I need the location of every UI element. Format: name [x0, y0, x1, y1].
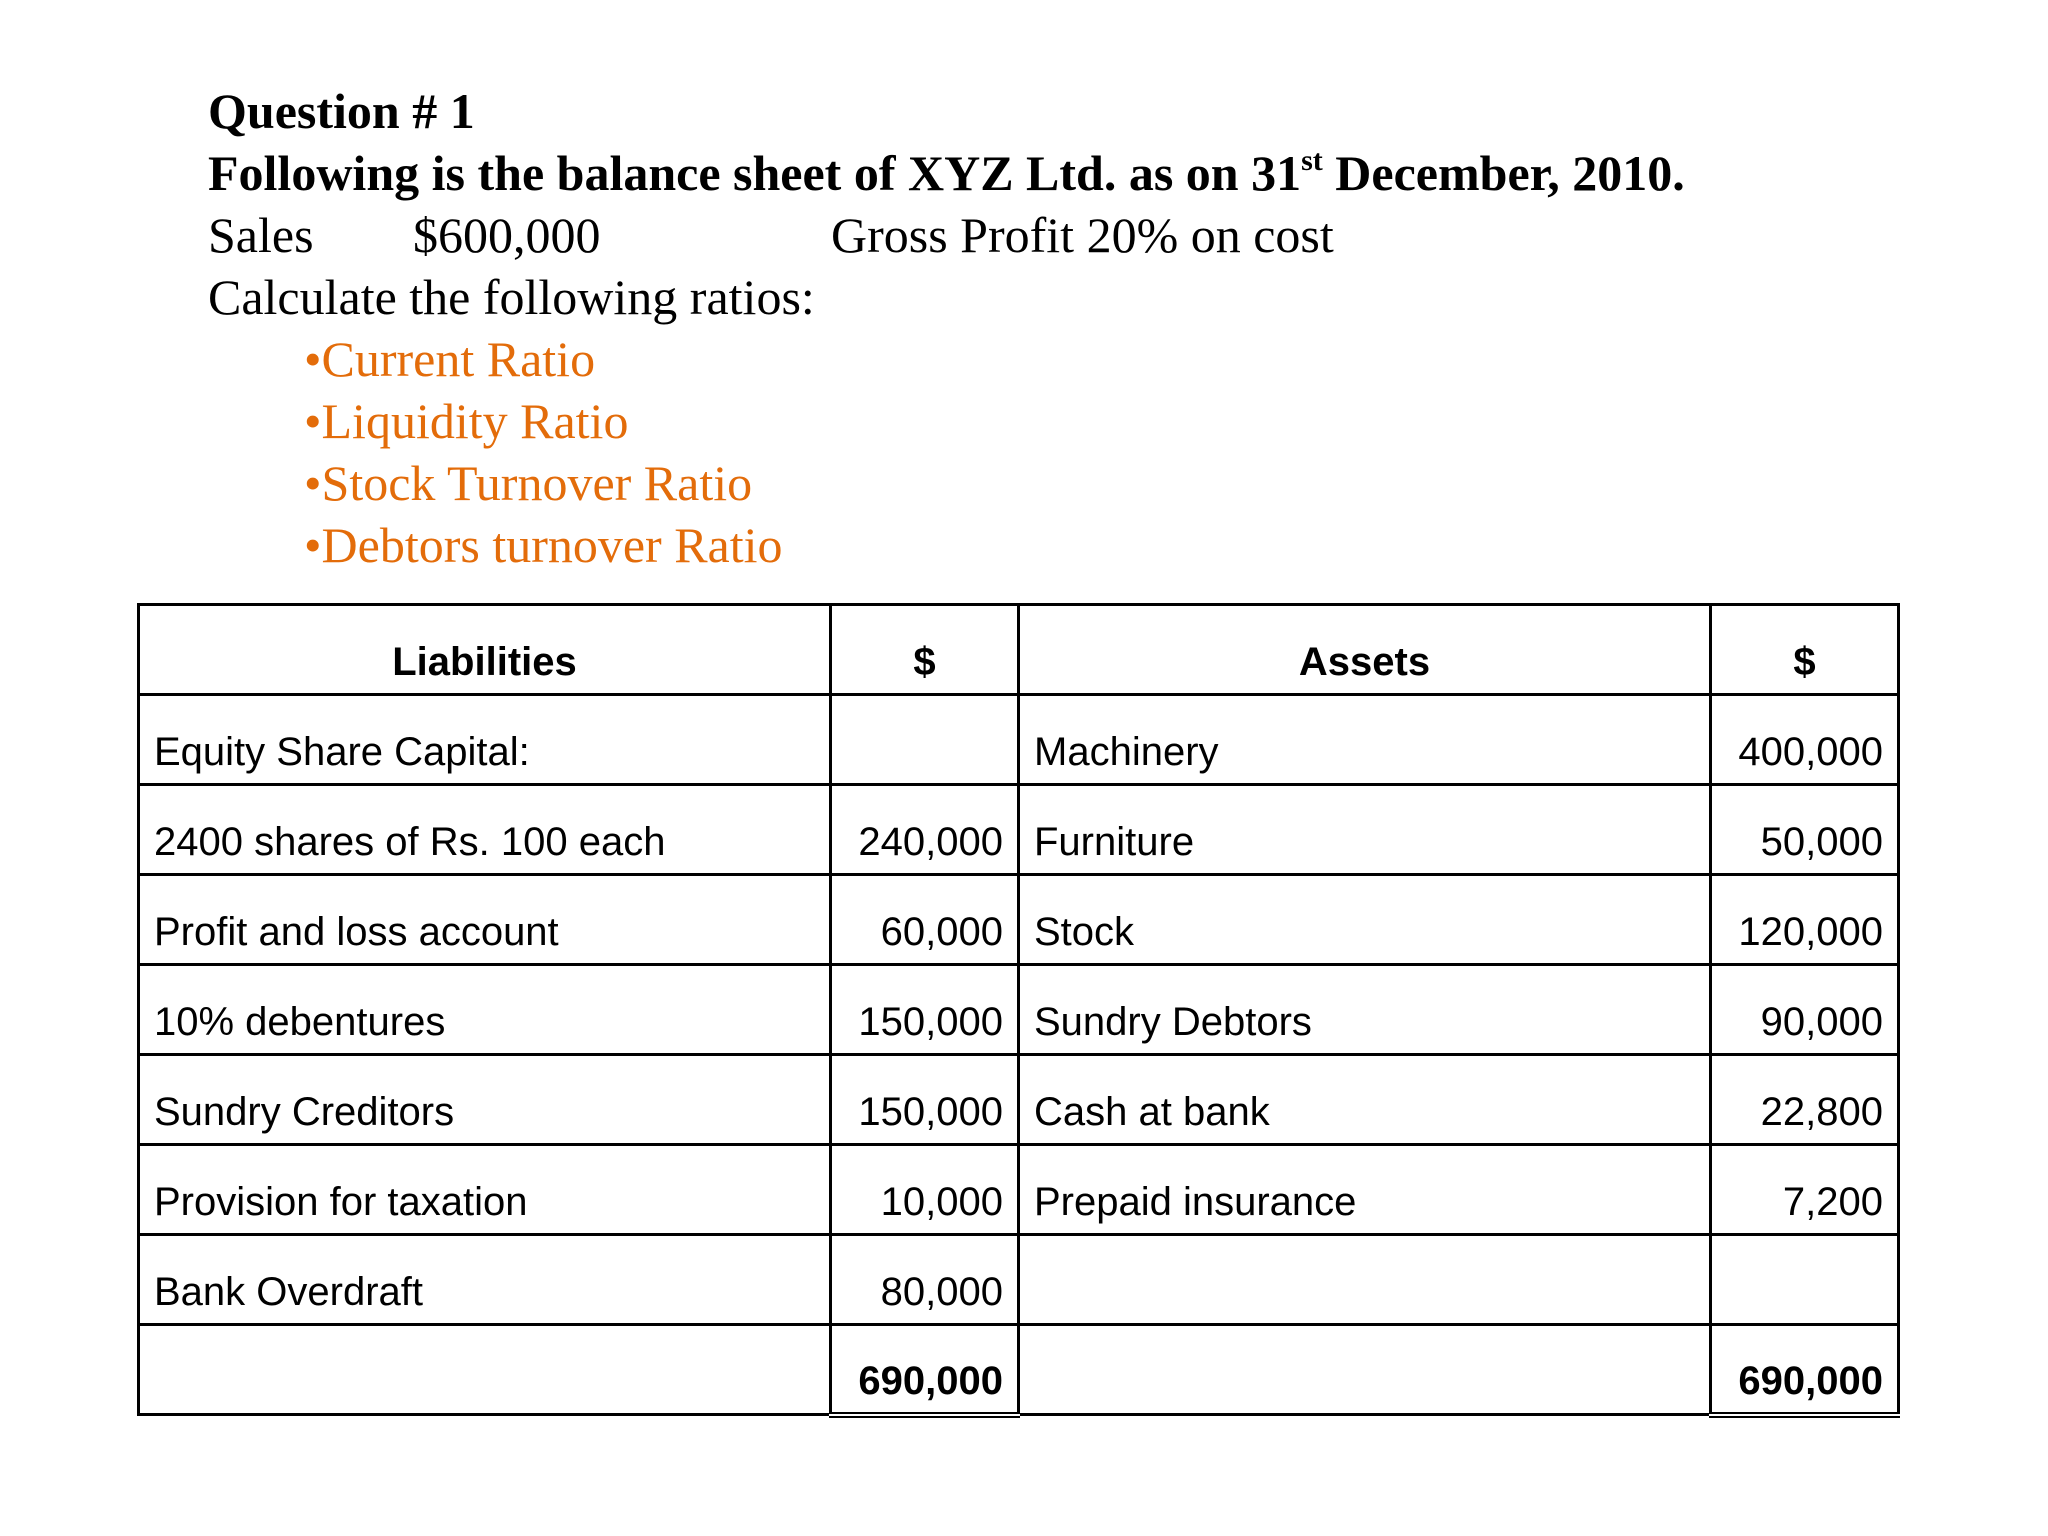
- ratio-label: Liquidity Ratio: [321, 393, 629, 449]
- sales-line: [208, 204, 1685, 266]
- table-row: [139, 875, 1899, 965]
- asset-amount: 120,000: [1711, 875, 1899, 965]
- liability-amount: 60,000: [831, 875, 1019, 965]
- table-header-row: [139, 605, 1899, 695]
- question-intro: [208, 142, 1685, 204]
- ratio-item-liquidity: [304, 390, 1685, 452]
- asset-name: Sundry Debtors: [1019, 965, 1711, 1055]
- question-block: [208, 80, 1685, 576]
- liability-amount: 10,000: [831, 1145, 1019, 1235]
- asset-name: [1019, 1235, 1711, 1325]
- liability-name: Profit and loss account: [139, 875, 831, 965]
- asset-amount: 90,000: [1711, 965, 1899, 1055]
- intro-main: Following is the balance sheet of XYZ Ltd. as on 31: [208, 145, 1302, 201]
- intro-superscript: st: [1301, 144, 1323, 177]
- asset-amount: 7,200: [1711, 1145, 1899, 1235]
- table-row: [139, 695, 1899, 785]
- ratio-item-stock-turnover: [304, 452, 1685, 514]
- asset-name: Machinery: [1019, 695, 1711, 785]
- header-liabilities-amount: $: [831, 605, 1019, 695]
- ratio-list: [208, 328, 1685, 576]
- totals-label-empty: [139, 1325, 831, 1415]
- ratio-label: Debtors turnover Ratio: [321, 517, 783, 573]
- header-liabilities: Liabilities: [139, 605, 831, 695]
- balance-sheet-table: [137, 603, 1900, 1418]
- instruction: Calculate the following ratios:: [208, 269, 815, 325]
- liability-amount: 240,000: [831, 785, 1019, 875]
- asset-name: Prepaid insurance: [1019, 1145, 1711, 1235]
- liabilities-total: 690,000: [831, 1325, 1019, 1415]
- ratio-item-current: [304, 328, 1685, 390]
- totals-row: [139, 1325, 1899, 1415]
- asset-amount: 400,000: [1711, 695, 1899, 785]
- gross-profit: Gross Profit 20% on cost: [831, 207, 1334, 263]
- totals-asset-empty: [1019, 1325, 1711, 1415]
- bullet-icon: •: [304, 331, 322, 387]
- table-row: [139, 965, 1899, 1055]
- asset-name: Cash at bank: [1019, 1055, 1711, 1145]
- liability-amount: [831, 695, 1019, 785]
- liability-name: Sundry Creditors: [139, 1055, 831, 1145]
- ratio-item-debtors-turnover: [304, 514, 1685, 576]
- sales-value: $600,000: [413, 207, 601, 263]
- liability-name: Provision for taxation: [139, 1145, 831, 1235]
- assets-total: 690,000: [1711, 1325, 1899, 1415]
- intro-end: December, 2010.: [1322, 145, 1685, 201]
- asset-amount: 50,000: [1711, 785, 1899, 875]
- asset-name: Furniture: [1019, 785, 1711, 875]
- liability-amount: 150,000: [831, 965, 1019, 1055]
- bullet-icon: •: [304, 517, 322, 573]
- table-row: [139, 1145, 1899, 1235]
- sales-label: Sales: [208, 207, 314, 263]
- asset-amount: 22,800: [1711, 1055, 1899, 1145]
- liability-name: 2400 shares of Rs. 100 each: [139, 785, 831, 875]
- ratio-label: Stock Turnover Ratio: [321, 455, 753, 511]
- liability-amount: 150,000: [831, 1055, 1019, 1145]
- liability-name: Equity Share Capital:: [139, 695, 831, 785]
- liability-amount: 80,000: [831, 1235, 1019, 1325]
- table-row: [139, 785, 1899, 875]
- bullet-icon: •: [304, 393, 322, 449]
- ratio-label: Current Ratio: [321, 331, 596, 387]
- bullet-icon: •: [304, 455, 322, 511]
- header-assets: Assets: [1019, 605, 1711, 695]
- table-row: [139, 1235, 1899, 1325]
- liability-name: 10% debentures: [139, 965, 831, 1055]
- table-row: [139, 1055, 1899, 1145]
- asset-amount: [1711, 1235, 1899, 1325]
- liability-name: Bank Overdraft: [139, 1235, 831, 1325]
- question-number: Question # 1: [208, 83, 475, 139]
- header-assets-amount: $: [1711, 605, 1899, 695]
- asset-name: Stock: [1019, 875, 1711, 965]
